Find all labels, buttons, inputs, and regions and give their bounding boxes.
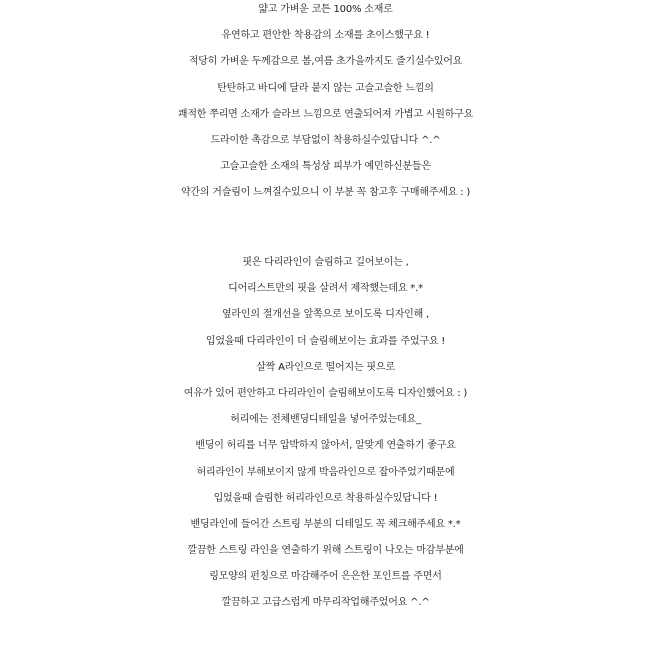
text-line: 허리라인이 부해보이지 않게 박음라인으로 잡아주었기때문에 xyxy=(196,466,455,478)
text-line: 핏은 다리라인이 슬림하고 길어보이는 , xyxy=(242,257,409,268)
text-line: 적당히 가벼운 두께감으로 봄,여름 초가을까지도 즐기실수있어요 xyxy=(188,56,463,68)
text-line: 밴딩라인에 들어간 스트링 부분의 디테일도 꼭 체크해주세요 *.* xyxy=(190,518,461,530)
text-line: 고슬고슬한 소재의 특성상 피부가 예민하신분들은 xyxy=(220,161,431,173)
fabric-description-paragraph xyxy=(0,0,651,207)
text-line: 드라이한 촉감으로 부담없이 착용하실수있답니다 ^.^ xyxy=(210,134,441,146)
text-line: 깔끔하고 고급스럽게 마무리작업해주었어요 ^.^ xyxy=(221,597,430,609)
text-line: 입었을때 다리라인이 더 슬림해보이는 효과를 주었구요 ! xyxy=(205,335,446,347)
text-line: 살짝 A라인으로 떨어지는 핏으로 xyxy=(256,361,395,373)
text-line: 디어리스트만의 핏을 살려서 제작했는데요 *.* xyxy=(228,283,423,295)
text-line: 허리에는 전체밴딩디테일을 넣어주었는데요_ xyxy=(230,414,421,426)
text-line: 탄탄하고 바디에 달라 붙지 않는 고슬고슬한 느낌의 xyxy=(217,82,434,94)
text-line: 밴딩이 허리를 너무 압박하지 않아서, 알맞게 연출하기 좋구요 xyxy=(195,440,456,452)
text-line: 옆라인의 절개선을 앞쪽으로 보이도록 디자인해 , xyxy=(221,309,430,321)
text-line: 얇고 가벼운 코튼 100% 소재로 xyxy=(258,4,393,15)
fit-description-paragraph xyxy=(0,250,651,617)
text-line: 여유가 있어 편안하고 다리라인이 슬림해보이도록 디자인했어요 : ) xyxy=(183,387,468,399)
text-line: 유연하고 편안한 착용감의 소재를 초이스했구요 ! xyxy=(221,30,430,42)
text-line: 링모양의 펀칭으로 마감해주어 은은한 포인트를 주면서 xyxy=(209,571,442,583)
text-line: 입었을때 슬림한 허리라인으로 착용하실수있답니다 ! xyxy=(213,492,438,504)
text-line: 약간의 거슬림이 느껴질수있으니 이 부분 꼭 참고후 구매해주세요 : ) xyxy=(180,187,471,199)
text-line: 쾌적한 쭈리면 소재가 슬라브 느낌으로 연출되어져 가볍고 시원하구요 xyxy=(177,108,474,120)
text-line: 깔끔한 스트링 라인을 연출하기 위해 스트링이 나오는 마감부분에 xyxy=(187,545,464,557)
